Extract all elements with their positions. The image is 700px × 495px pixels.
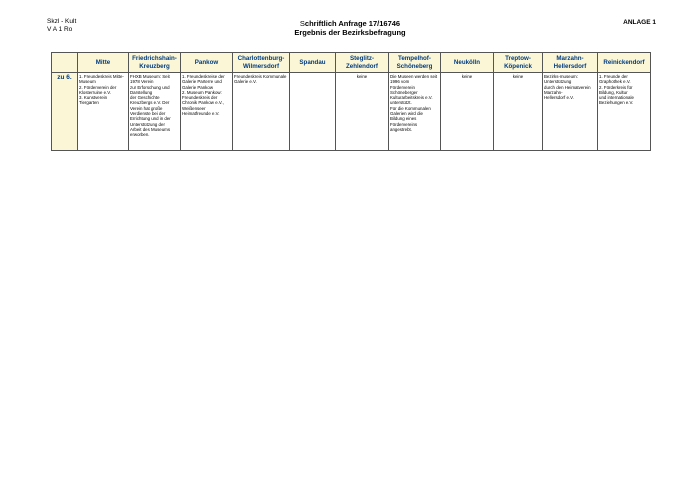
column-header: Pankow — [181, 53, 233, 73]
cell-text-line: Arbeit des Museums erworben. — [130, 126, 171, 138]
cell-text-line: keine — [356, 74, 368, 79]
reference-line-2: V A 1 Ro — [47, 26, 73, 33]
cell-text-line: Galerie Pankow — [182, 84, 213, 90]
column-header: Charlottenburg-Wilmersdorf — [233, 53, 290, 73]
title-line-1-rest: chriftlich Anfrage 17/16746 — [304, 19, 401, 28]
table-cell — [389, 73, 441, 151]
anlage-label: ANLAGE 1 — [623, 19, 656, 26]
column-header: Mitte — [78, 53, 129, 73]
table-cell — [598, 73, 651, 151]
title-line-2: Ergebnis der Bezirksbefragung — [294, 28, 406, 37]
title-prefix: S — [299, 19, 305, 28]
table-corner-cell — [52, 53, 78, 73]
cell-text-line: Die Museen werden seit 1996 vom — [390, 74, 438, 85]
cell-text-line: Förderverein Schöneberger — [390, 84, 418, 95]
row-label: zu 6. — [52, 73, 78, 151]
cell-text-line: Verein hat große Verdienste bei der — [130, 105, 166, 117]
cell-text-line: Chronik Pankow e.V., Weißenseer — [182, 100, 224, 111]
cell-text-line: keine — [461, 74, 473, 79]
cell-text-line: FHXB Museum: Seit 1978 Verein — [130, 74, 170, 85]
cell-text-line: Kulturarbeitskreis e.V. unterstützt. — [390, 95, 433, 106]
cell-text-line: 2. Museum Pankow: Freundeskreis der — [182, 89, 222, 101]
cell-text-line: Bildung eines Fördervereins — [390, 116, 418, 127]
table-cell — [441, 73, 494, 151]
column-header: Marzahn-Hellersdorf — [543, 53, 598, 73]
cell-text-line: 3. Kunstverein Tiergarten — [79, 95, 108, 106]
cell-text-line: durch den Heimatverein Marzahn- — [544, 84, 591, 95]
column-header: Spandau — [290, 53, 336, 73]
cell-text-line: Hellersdorf e.V. — [544, 95, 574, 101]
table-row — [52, 73, 651, 151]
table-cell — [181, 73, 233, 151]
table-cell — [78, 73, 129, 151]
column-header: Reinickendorf — [598, 53, 651, 73]
cell-text-line: Freundeskreis Kommunale — [234, 74, 287, 79]
cell-text-line: 1. Freunde der Graphothek e.V. — [599, 74, 631, 85]
cell-text-line: angestrebt. — [390, 126, 412, 132]
cell-text-line: der Geschichte Kreuzbergs e.V. Der — [130, 95, 170, 106]
cell-text-line: 2. Förderkreis für Bildung, Kultur — [599, 84, 633, 95]
cell-text-line: 1. Freundeskreise der Galerie Parterre und — [182, 74, 225, 85]
table-cell — [543, 73, 598, 151]
cell-text-line: 2. Förderverein der Klosterruine e.V. — [79, 84, 117, 95]
title-line-1 — [0, 19, 700, 28]
cell-text-line: Bezirks-museum: Unterstützung — [544, 74, 578, 85]
cell-text-line: und internationale Beziehungen e.V. — [599, 95, 634, 106]
cell-text-line: zur Erforschung und Darstellung — [130, 84, 170, 95]
table-cell — [129, 73, 181, 151]
reference-line-1: Skzl - Kult — [47, 18, 77, 25]
survey-table — [51, 52, 651, 151]
cell-text-line: 1. Freundeskreis Mitte-Museum — [79, 74, 124, 85]
table-cell — [494, 73, 543, 151]
table-cell — [233, 73, 290, 151]
column-header: Neukölln — [441, 53, 494, 73]
column-header: Tempelhof-Schöneberg — [389, 53, 441, 73]
column-header: Treptow-Köpenick — [494, 53, 543, 73]
column-header: Steglitz-Zehlendorf — [336, 53, 389, 73]
table-cell — [336, 73, 389, 151]
document-title — [0, 19, 700, 37]
cell-text-line: Errichtung und in der Unterstützung der — [130, 116, 171, 127]
cell-text-line: Für die Kommunalen Galerien wird die — [390, 105, 431, 117]
table-cell — [290, 73, 336, 151]
column-header: Friedrichshain-Kreuzberg — [129, 53, 181, 73]
table-header-row — [52, 53, 651, 73]
cell-text-line: Heimatfreunde e.V. — [182, 111, 220, 117]
cell-text-line: keine — [512, 74, 524, 79]
cell-text-line: Galerie e.V. — [234, 79, 257, 85]
